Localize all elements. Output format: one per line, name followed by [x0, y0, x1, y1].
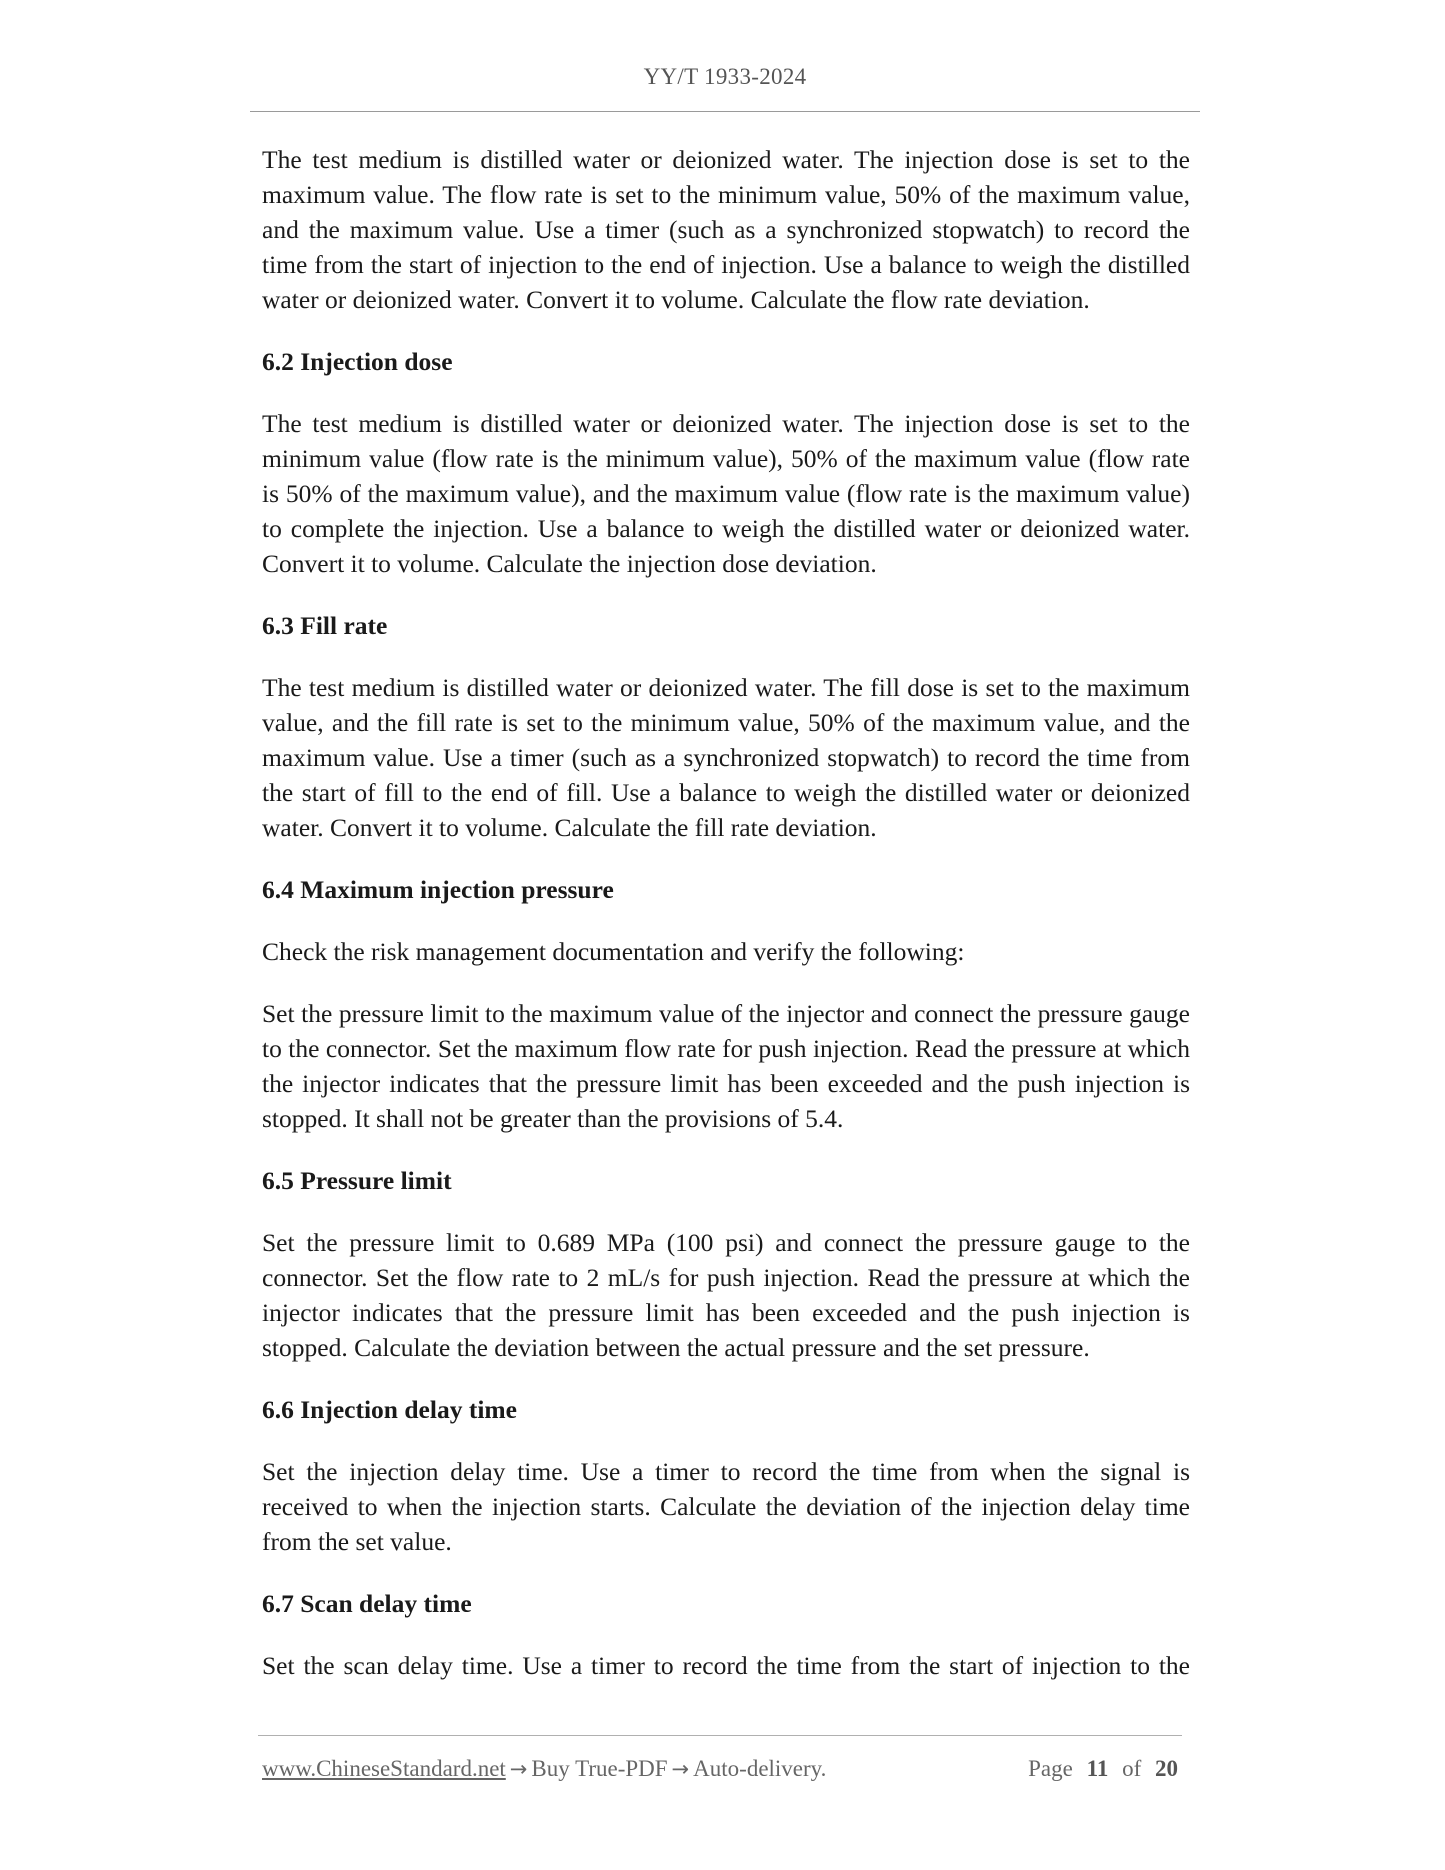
section-heading-6-5: 6.5 Pressure limit — [262, 1166, 452, 1195]
page-header-standard-id: YY/T 1933-2024 — [643, 64, 807, 89]
section-heading-6-4: 6.4 Maximum injection pressure — [262, 875, 614, 904]
section-6-3-paragraph: The test medium is distilled water or deionized water. The fill dose is set to the maximum value, and the fill rate is set to the minimum value, 50% of the maximum value, and the maximum value. Use a timer (such as a synchronized stopwatch) to record the time from the start of fill to the end of fill. Use a balance to weigh the distilled water or deionized water. Convert it to volume. Calculate the fill rate deviation. — [262, 673, 1190, 842]
section-6-5-paragraph: Set the pressure limit to 0.689 MPa (100 psi) and connect the pressure gauge to the connector. Set the flow rate to 2 mL/s for push injection. Read the pressure at which the injector indicates that the pressure limit has been exceeded and the push injection is stopped. Calculate the deviation between the actual pressure and the set pressure. — [262, 1228, 1190, 1362]
section-heading-6-6: 6.6 Injection delay time — [262, 1395, 517, 1424]
section-heading-6-2: 6.2 Injection dose — [262, 347, 453, 376]
section-6-7-paragraph: Set the scan delay time. Use a timer to record the time from the start of injection to the — [262, 1651, 1190, 1680]
footer-divider — [258, 1735, 1182, 1736]
section-6-4-paragraph-1: Check the risk management documentation and verify the following: — [262, 937, 965, 966]
section-6-4-paragraph-2: Set the pressure limit to the maximum value of the injector and connect the pressure gauge to the connector. Set the maximum flow rate for push injection. Read the pressure at which the injector indicates that the pressure limit has been exceeded and the push injection is stopped. It shall not be greater than the provisions of 5.4. — [262, 999, 1190, 1133]
section-heading-6-7: 6.7 Scan delay time — [262, 1589, 472, 1618]
section-6-2-paragraph: The test medium is distilled water or deionized water. The injection dose is set to the minimum value (flow rate is the minimum value), 50% of the maximum value (flow rate is 50% of the maximum value), and the maximum value (flow rate is the maximum value) to complete the injection. Use a balance to weigh the distilled water or deionized water. Convert it to volume. Calculate the injection dose deviation. — [262, 409, 1190, 578]
page-number — [1028, 1756, 1178, 1782]
auto-delivery-text: Auto-delivery. — [693, 1756, 827, 1781]
intro-paragraph: The test medium is distilled water or deionized water. The injection dose is set to the maximum value. The flow rate is set to the minimum value, 50% of the maximum value, and the maximum value. Use a timer (such as a synchronized stopwatch) to record the time from the start of injection to the end of injection. Use a balance to weigh the distilled water or deionized water. Convert it to volume. Calculate the flow rate deviation. — [262, 145, 1190, 314]
page-total: 20 — [1155, 1756, 1178, 1781]
right-arrow-icon: → — [671, 1757, 690, 1781]
page-current: 11 — [1086, 1756, 1109, 1781]
section-6-6-paragraph: Set the injection delay time. Use a timer to record the time from when the signal is received to when the injection starts. Calculate the deviation of the injection delay time from the set value. — [262, 1457, 1190, 1556]
footer-promo — [262, 1756, 826, 1782]
buy-true-pdf-text: Buy True-PDF — [531, 1756, 668, 1781]
right-arrow-icon: → — [509, 1757, 528, 1781]
page-word: Page — [1028, 1756, 1073, 1781]
document-body — [262, 142, 1190, 1710]
header-divider — [250, 111, 1200, 112]
section-heading-6-3: 6.3 Fill rate — [262, 611, 388, 640]
site-link[interactable]: www.ChineseStandard.net — [262, 1756, 506, 1781]
page-of: of — [1122, 1756, 1142, 1781]
